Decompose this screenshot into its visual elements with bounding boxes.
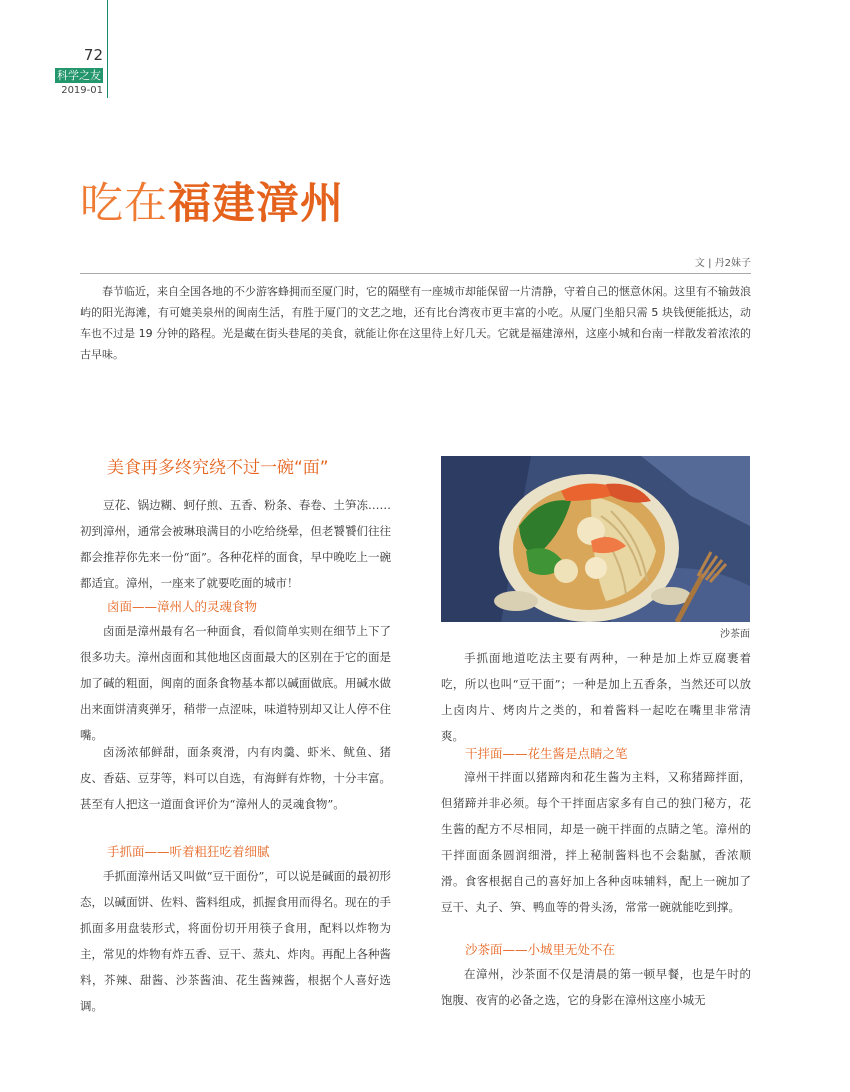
left-paragraph-2: 卤面是漳州最有名一种面食，看似简单实则在细节上下了很多功夫。漳州卤面和其他地区卤面最大的区别在于它的面是加了碱的粗面，闽南的面条食物基本都以碱面做底。用碱水做出来面饼清爽弹牙，稍带一点涩味，味道特别却又让人停不住嘴。 — [80, 624, 391, 742]
noodle-bowl-illustration — [441, 456, 750, 622]
subheading-ganbanmian: 干拌面——花生酱是点睛之笔 — [465, 746, 628, 761]
right-paragraph-1: 手抓面地道吃法主要有两种，一种是加上炸豆腐裹着吃，所以也叫“豆干面”；一种是加上五香条，当然还可以放上卤肉片、烤肉片之类的，和着酱料一起吃在嘴里非常清爽。 — [441, 651, 751, 743]
photo-caption: 沙茶面 — [720, 629, 750, 640]
subheading-lumian: 卤面——漳州人的灵魂食物 — [107, 599, 258, 614]
subheading-shouzhuamian: 手抓面——听着粗狂吃着细腻 — [107, 844, 270, 859]
header-divider-line — [107, 0, 108, 98]
article-title-light: 吃在 — [80, 179, 168, 229]
left-paragraph-3: 卤汤浓郁鲜甜，面条爽滑，内有肉羹、虾米、鱿鱼、猪皮、香菇、豆芽等，料可以自选，有海鲜有炸物，十分丰富。甚至有人把这一道面食评价为“漳州人的灵魂食物”。 — [80, 745, 391, 811]
right-paragraph-2: 漳州干拌面以猪蹄肉和花生酱为主料，又称猪蹄拌面，但猪蹄并非必须。每个干拌面店家多有自己的独门秘方，花生酱的配方不尽相同，却是一碗干拌面的点睛之笔。漳州的干拌面面条圆润细滑，拌上秘制酱料也不会黏腻，香浓顺滑。食客根据自己的喜好加上各种卤味辅料，配上一碗加了豆干、丸子、笋、鸭血等的骨头汤，常常一碗就能吃到撑。 — [441, 770, 751, 914]
subheading-shachamian: 沙茶面——小城里无处不在 — [465, 942, 616, 957]
issue-date: 2019-01 — [61, 85, 103, 96]
page-number: 72 — [83, 46, 103, 64]
article-intro: 春节临近，来自全国各地的不少游客蜂拥而至厦门时，它的隔壁有一座城市却能保留一片清静，守着自己的惬意休闲。这里有不输鼓浪屿的阳光海滩，有可媲美泉州的闽南生活，有胜于厦门的文艺之地，还有比台湾夜市更丰富的小吃。从厦门坐船只需 5 块钱便能抵达，动车也不过是 19 分钟的路程。光是藏在街头巷尾的美食，就能让你在这里待上好几天。它就是福建漳州，这座小城和台南一样散发着浓浓的古早味。 — [80, 285, 751, 361]
article-title — [80, 174, 344, 234]
left-paragraph-1: 豆花、锅边糊、蚵仔煎、五香、粉条、春卷、土笋冻……初到漳州，通常会被琳琅满目的小吃给绕晕，但老饕饕们往往都会推荐你先来一份“面”。各种花样的面食，早中晚吃上一碗都适宜。漳州，一座来了就要吃面的城市！ — [80, 498, 391, 590]
section-heading: 美食再多终究绕不过一碗“面” — [107, 458, 329, 478]
shacha-noodle-photo — [441, 456, 750, 622]
right-paragraph-3: 在漳州，沙茶面不仅是清晨的第一顿早餐，也是午时的饱腹、夜宵的必备之选，它的身影在漳州这座小城无 — [441, 967, 751, 1007]
title-rule — [80, 273, 751, 274]
left-paragraph-4: 手抓面漳州话又叫做“豆干面份”，可以说是碱面的最初形态，以碱面饼、佐料、酱料组成，抓握食用而得名。现在的手抓面多用盘装形式，将面份切开用筷子食用，配料以炸物为主，常见的炸物有炸五香、豆干、蒸丸、炸肉。再配上各种酱料，芥辣、甜酱、沙茶酱油、花生酱辣酱，根据个人喜好选调。 — [80, 869, 391, 1013]
article-title-bold: 福建漳州 — [168, 179, 344, 229]
magazine-name-badge: 科学之友 — [57, 69, 101, 82]
article-byline: 文 | 丹2妹子 — [694, 258, 751, 269]
